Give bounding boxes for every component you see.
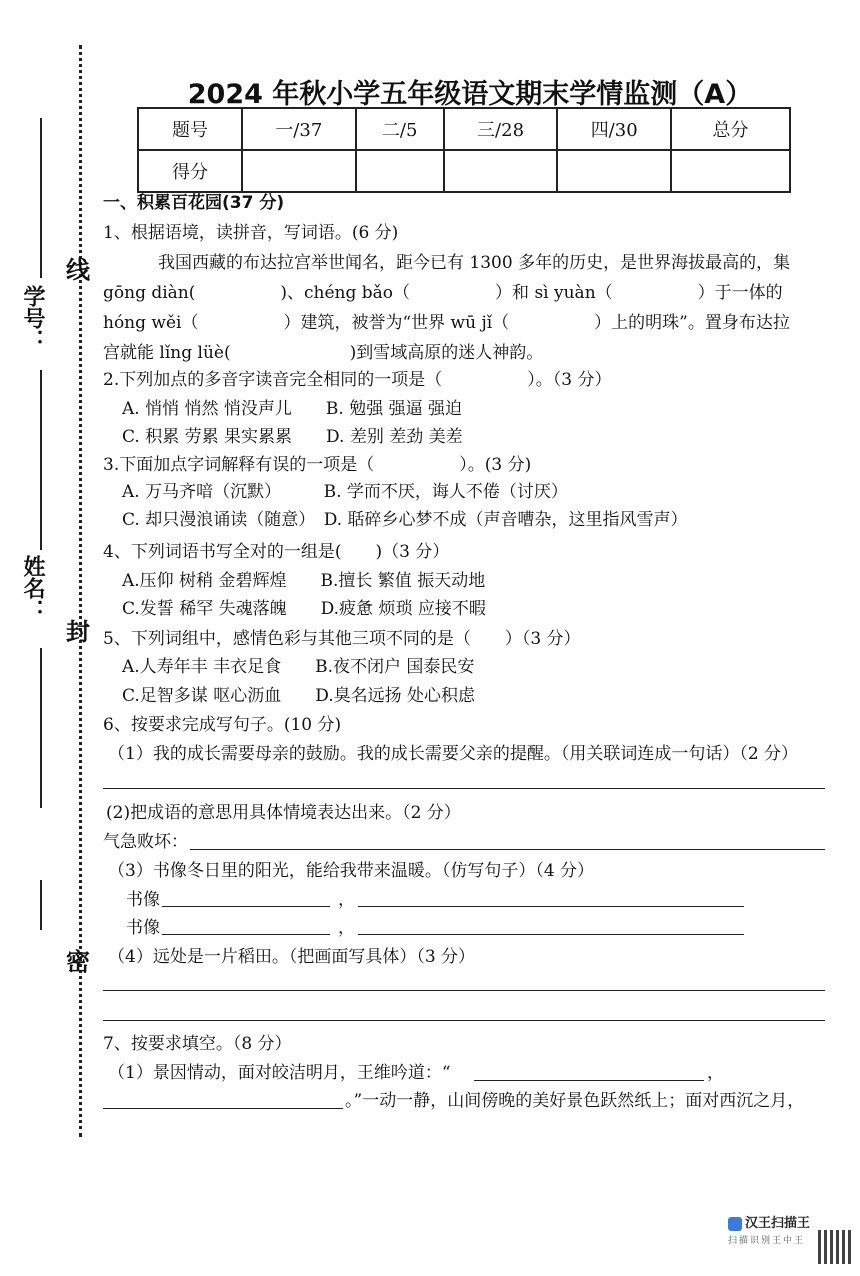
table-cell: 得分: [138, 150, 242, 192]
section-heading: 一、积累百花园(37 分): [103, 193, 285, 213]
question-7-1-cont: 。”一动一静，山间傍晚的美好景色跃然纸上；面对西沉之月，: [345, 1091, 805, 1111]
score-table: [137, 107, 791, 193]
scanner-brand: 汉王扫描王: [744, 1216, 810, 1231]
scanner-slogan: 扫描识别王中王: [727, 1236, 805, 1246]
question-6-1: （1）我的成长需要母亲的鼓励。我的成长需要父亲的提醒。（用关联词连成一句话）（2 分）: [108, 744, 799, 764]
question-3-options: A. 万马齐喑（沉默） B. 学而不厌，诲人不倦（讨厌）: [122, 482, 568, 502]
answer-line[interactable]: [162, 934, 330, 935]
question-6: 6、按要求完成写句子。(10 分): [103, 715, 342, 735]
question-7: 7、按要求填空。（8 分）: [103, 1034, 292, 1054]
question-3: 3.下面加点字词解释有误的一项是（ ）。(3 分): [103, 455, 532, 475]
table-cell: 四/30: [557, 108, 671, 150]
score-input-cell[interactable]: [242, 150, 356, 192]
question-2-options: C. 积累 劳累 果实累累 D. 差别 差劲 美差: [122, 427, 463, 447]
comma: ，: [707, 1063, 724, 1083]
qr-code-icon: [818, 1230, 852, 1264]
comma: ，: [338, 918, 355, 938]
score-table-header-row: [138, 108, 790, 150]
question-1-text: 宫就能 lǐng lüè( )到雪域高原的迷人神韵。: [103, 343, 544, 363]
question-2: 2.下列加点的多音字读音完全相同的一项是（ ）。（3 分）: [103, 370, 612, 390]
question-1-text: gōng diàn( )、chéng bǎo（ ）和 sì yuàn（ ）于一体的: [103, 283, 783, 303]
question-3-options: C. 却只漫浪诵读（随意） D. 聒碎乡心梦不成（声音嘈杂，这里指风雪声）: [122, 510, 688, 530]
scanner-watermark: [728, 1212, 810, 1246]
question-4-options: A.压仰 树稍 金碧辉煌 B.擅长 繁值 振天动地: [122, 571, 486, 591]
table-cell: 一/37: [242, 108, 356, 150]
answer-line[interactable]: [162, 906, 330, 907]
answer-line[interactable]: [103, 1108, 343, 1109]
score-input-cell[interactable]: [671, 150, 790, 192]
table-cell: 三/28: [444, 108, 558, 150]
binding-char-mi: 密: [66, 947, 90, 976]
name-label: 姓名：: [20, 555, 46, 621]
question-4: 4、下列词语书写全对的一组是( )（3 分）: [103, 542, 450, 562]
name-rule-lower: [40, 648, 42, 808]
answer-line[interactable]: [103, 788, 825, 789]
question-5-options: A.人寿年丰 丰衣足食 B.夜不闭户 国泰民安: [122, 657, 475, 677]
question-1-text: 我国西藏的布达拉宫举世闻名，距今已有 1300 多年的历史，是世界海拔最高的，集: [158, 253, 791, 273]
binding-char-xian: 线: [66, 255, 90, 284]
student-id-label: 学号：: [20, 285, 46, 351]
exam-title: 2024 年秋小学五年级语文期末学情监测（A）: [187, 79, 753, 110]
class-rule: [40, 880, 42, 930]
question-6-3-prompt: 书像: [126, 890, 160, 910]
score-input-cell[interactable]: [356, 150, 444, 192]
binding-char-feng: 封: [66, 617, 90, 646]
question-4-options: C.发誓 稀罕 失魂落魄 D.疲惫 烦琐 应接不暇: [122, 599, 486, 619]
answer-line[interactable]: [190, 849, 825, 850]
question-7-1: （1）景因情动，面对皎洁明月，王维吟道：“: [108, 1063, 451, 1083]
comma: ，: [338, 890, 355, 910]
question-6-3: （3）书像冬日里的阳光，能给我带来温暖。（仿写句子）（4 分）: [108, 861, 595, 881]
question-1: 1、根据语境，读拼音，写词语。(6 分): [103, 223, 399, 243]
score-input-cell[interactable]: [444, 150, 558, 192]
answer-line[interactable]: [103, 1020, 825, 1021]
score-input-cell[interactable]: [557, 150, 671, 192]
name-rule-upper: [40, 370, 42, 550]
question-6-4: （4）远处是一片稻田。（把画面写具体）（3 分）: [108, 947, 476, 967]
question-6-3-prompt: 书像: [126, 918, 160, 938]
student-id-rule: [40, 118, 42, 278]
score-table-score-row: [138, 150, 790, 192]
table-cell: 二/5: [356, 108, 444, 150]
question-1-text: hóng wěi（ ）建筑，被誉为“世界 wū jǐ（ ）上的明珠”。置身布达拉: [103, 313, 790, 333]
question-2-options: A. 悄悄 悄然 悄没声儿 B. 勉强 强逼 强迫: [122, 399, 462, 419]
question-6-2: (2)把成语的意思用具体情境表达出来。（2 分）: [106, 803, 461, 823]
scanner-logo-icon: [728, 1217, 742, 1231]
question-5: 5、下列词组中，感情色彩与其他三项不同的是（ ）（3 分）: [103, 629, 581, 649]
answer-line[interactable]: [358, 906, 744, 907]
answer-line[interactable]: [358, 934, 744, 935]
question-5-options: C.足智多谋 呕心沥血 D.臭名远扬 处心积虑: [122, 686, 476, 706]
answer-line[interactable]: [474, 1080, 704, 1081]
answer-line[interactable]: [103, 990, 825, 991]
table-cell: 总分: [671, 108, 790, 150]
table-cell: 题号: [138, 108, 242, 150]
question-6-2-prompt: 气急败坏：: [103, 832, 188, 852]
